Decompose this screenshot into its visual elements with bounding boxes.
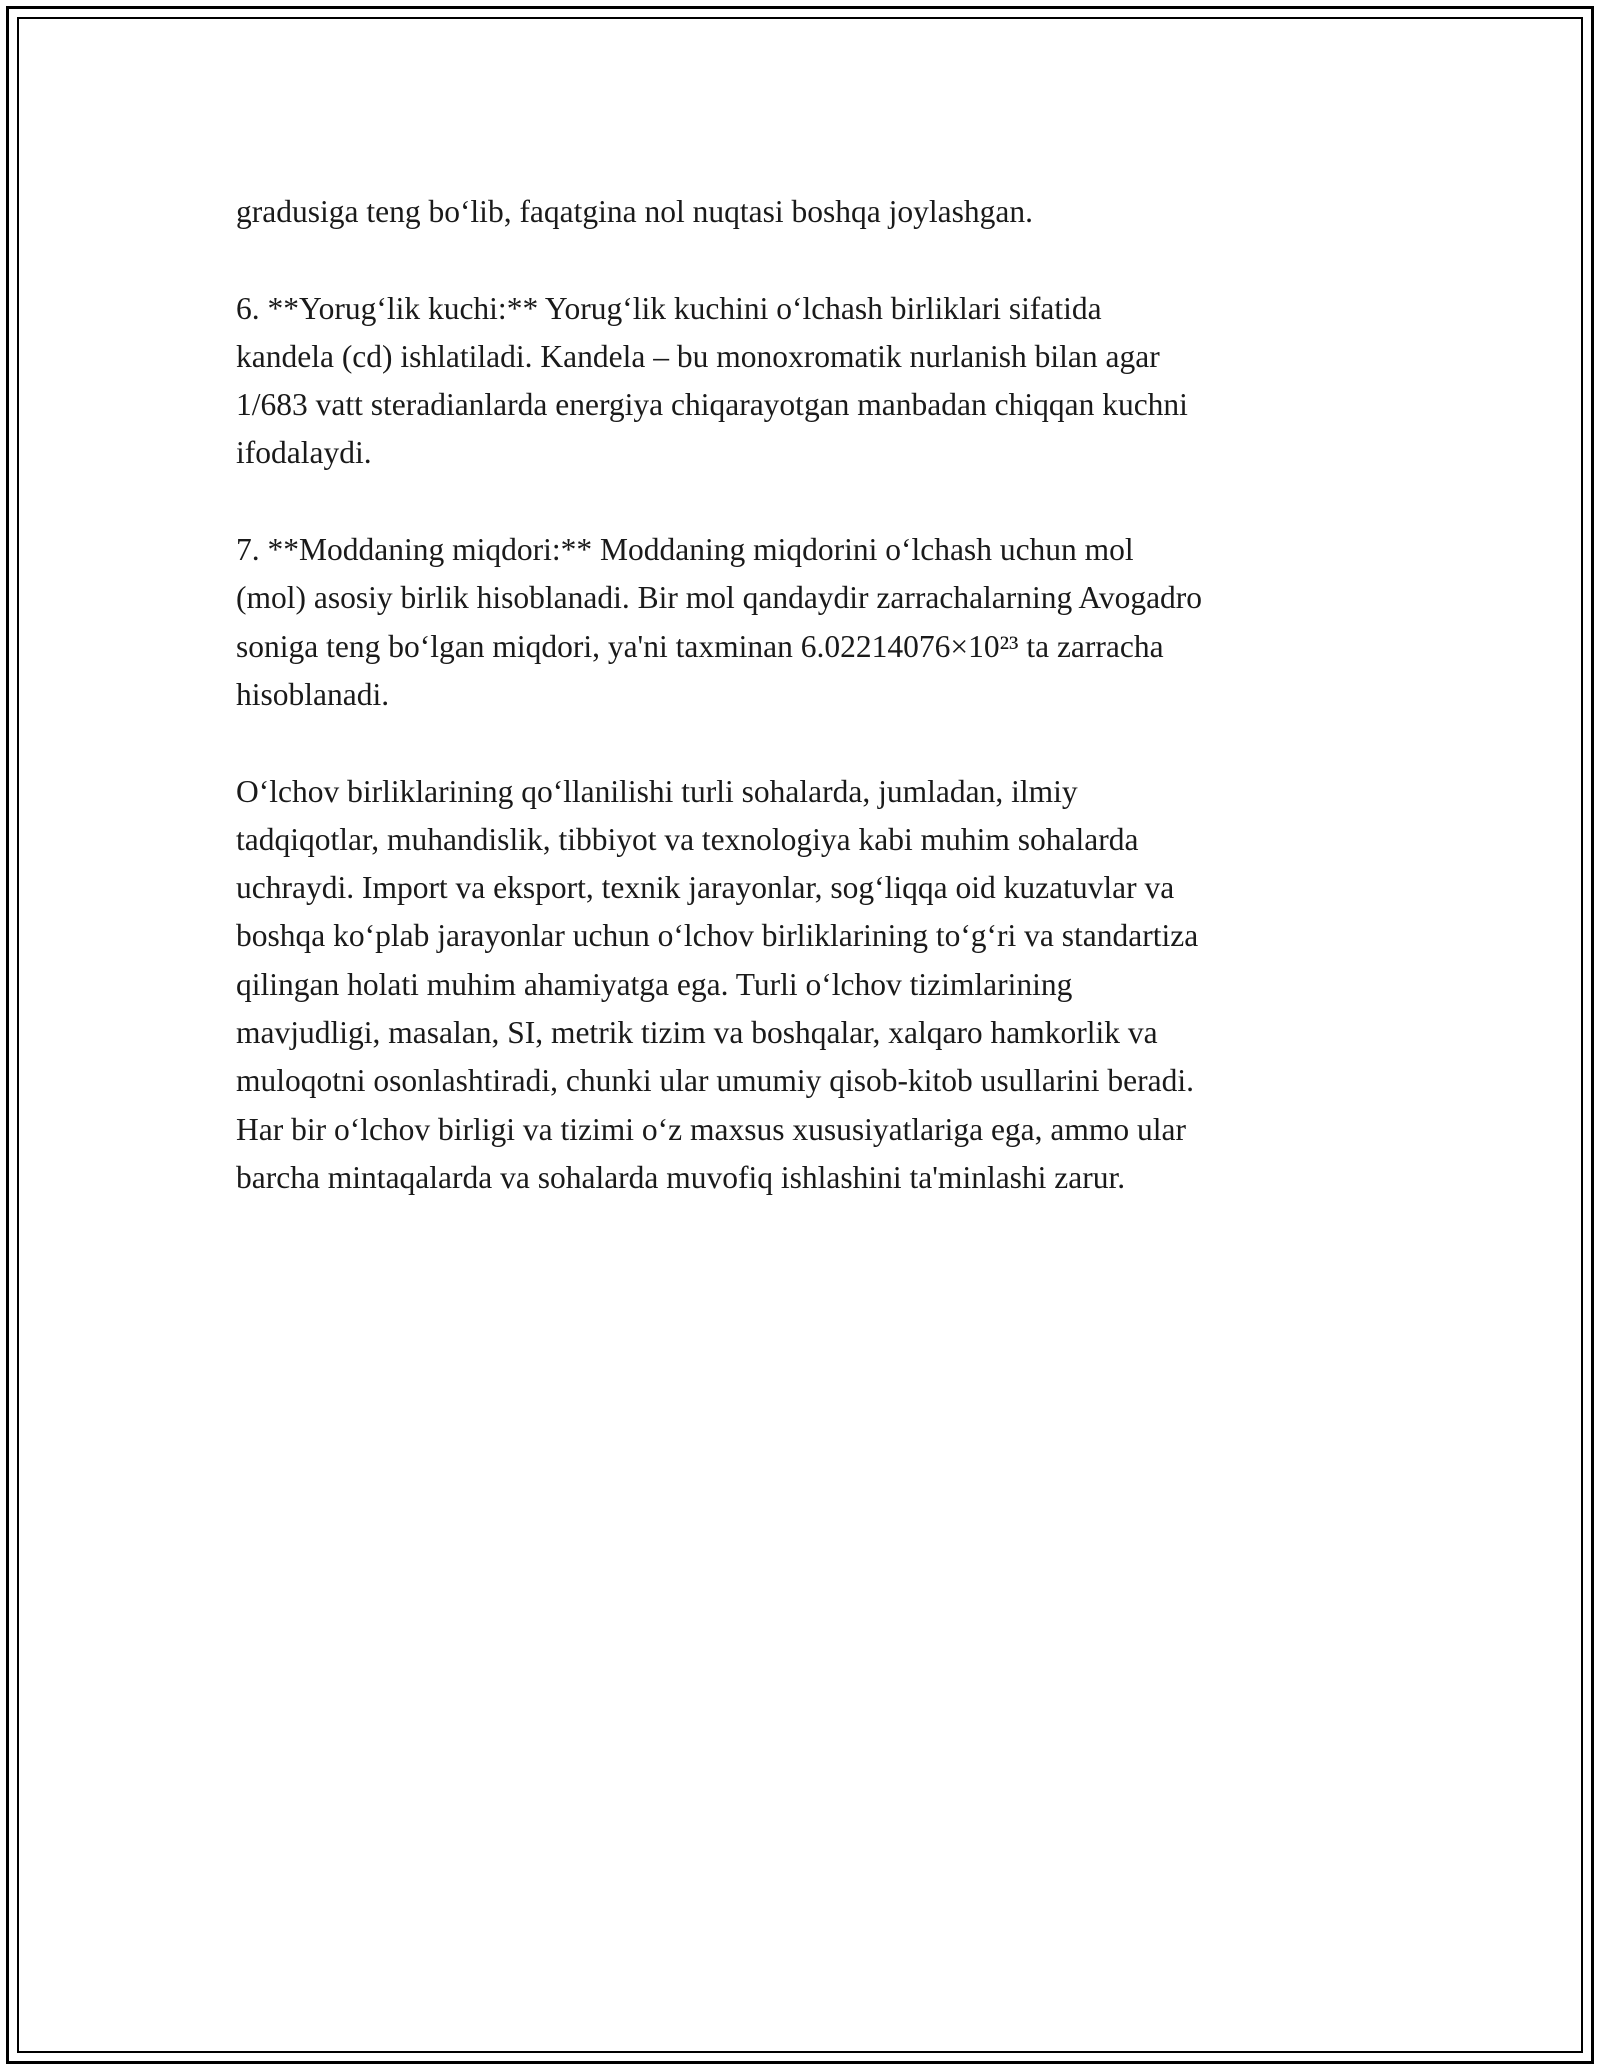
- document-body: [236, 188, 1386, 1251]
- paragraph-applications: O‘lchov birliklarining qo‘llanilishi turli sohalarda, jumladan, ilmiy tadqiqotlar, muhandislik, tibbiyot va texnologiya kabi muhim sohalarda uchraydi. Import va eksport, texnik jarayonlar, sog‘liqqa oid kuzatuvlar va boshqa ko‘plab jarayonlar uchun o‘lchov birliklarining to‘g‘ri va standartiza qilingan holati muhim ahamiyatga ega. Turli o‘lchov tizimlarining mavjudligi, masalan, SI, metrik tizim va boshqalar, xalqaro hamkorlik va muloqotni osonlashtiradi, chunki ular umumiy qisob-kitob usullarini beradi. Har bir o‘lchov birligi va tizimi o‘z maxsus xususiyatlariga ega, ammo ular barcha mintaqalarda va sohalarda muvofiq ishlashini ta'minlashi zarur.: [236, 773, 1199, 1195]
- paragraph-luminous-intensity: 6. **Yorug‘lik kuchi:** Yorug‘lik kuchini o‘lchash birliklari sifatida kandela (cd) ishlatiladi. Kandela – bu monoxromatik nurlanish bilan agar 1/683 vatt steradianlarda energiya chiqarayotgan manbadan chiqqan kuchni ifodalaydi.: [236, 290, 1188, 471]
- paragraph-amount-of-substance: 7. **Moddaning miqdori:** Moddaning miqdorini o‘lchash uchun mol (mol) asosiy birlik hisoblanadi. Bir mol qandaydir zarrachalarning Avogadro soniga teng bo‘lgan miqdori, ya'ni taxminan 6.02214076×10²³ ta zarracha hisoblanadi.: [236, 532, 1203, 712]
- paragraph-continuation: gradusiga teng bo‘lib, faqatgina nol nuqtasi boshqa joylashgan.: [236, 194, 1033, 229]
